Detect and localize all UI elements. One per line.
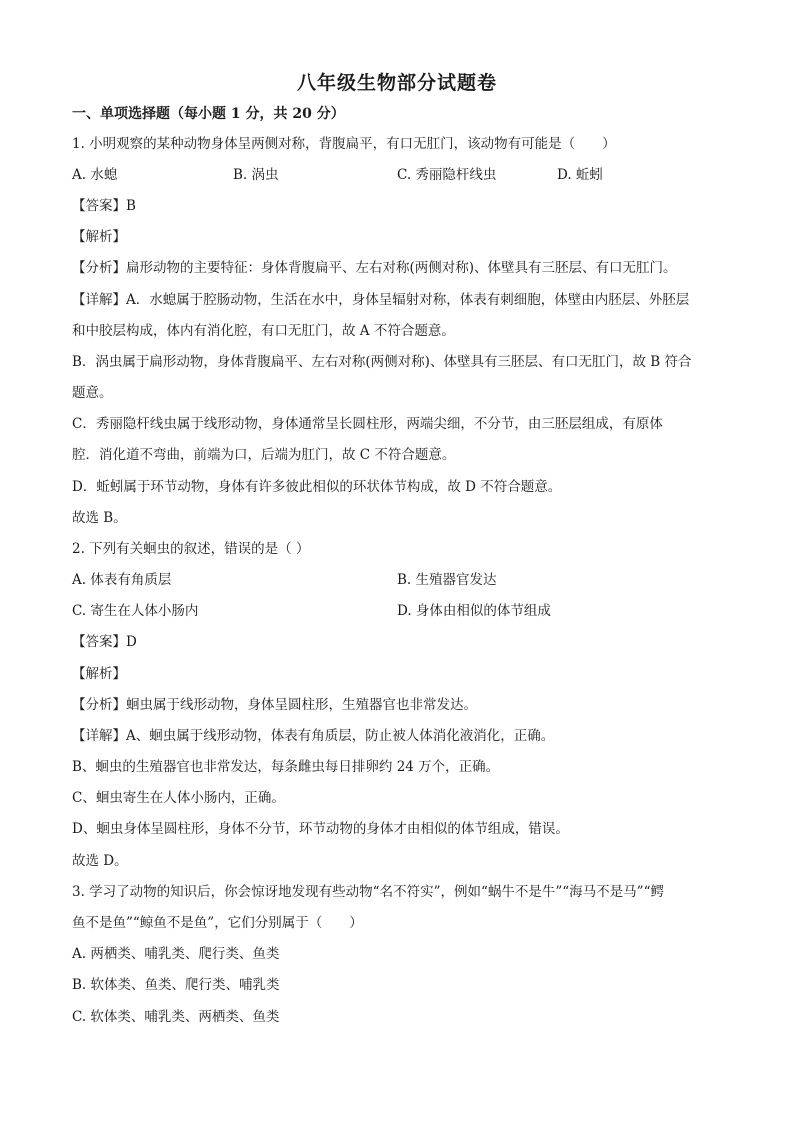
page-title: 八年级生物部分试题卷 — [296, 72, 497, 94]
q1-detail-5: C．秀丽隐杆线虫属于线形动物，身体通常呈长圆柱形，两端尖细，不分节，由三胚层组成，有原体 — [72, 416, 663, 432]
analysis-text: 扁形动物的主要特征：身体背腹扁平、左右对称(两侧对称)、体壁具有三胚层、有口无肛门。 — [126, 260, 677, 276]
question-2-stem: 2. 下列有关蛔虫的叙述，错误的是（ ） — [72, 541, 310, 557]
q1-detail-7: D．蚯蚓属于环节动物，身体有许多彼此相似的环状体节构成，故 D 不符合题意。 — [72, 479, 562, 495]
q1-detail-2: 和中胶层构成，体内有消化腔，有口无肛门，故 A 不符合题意。 — [72, 323, 455, 339]
q1-option-d[interactable]: D. 蚯蚓 — [557, 167, 603, 183]
q2-conclusion: 故选 D。 — [72, 853, 128, 869]
q2-detail-2: B、蛔虫的生殖器官也非常发达，每条雌虫每日排卵约 24 万个，正确。 — [72, 759, 500, 775]
q3-option-c[interactable]: C. 软体类、哺乳类、两栖类、鱼类 — [72, 1009, 280, 1025]
q2-option-b[interactable]: B. 生殖器官发达 — [397, 572, 497, 588]
question-3-stem-1: 3. 学习了动物的知识后，你会惊讶地发现有些动物“名不符实”，例如“蜗牛不是牛”“海马不是马”“鳄 — [72, 884, 664, 900]
answer-value: B — [126, 198, 136, 214]
q3-option-a[interactable]: A. 两栖类、哺乳类、爬行类、鱼类 — [72, 946, 280, 962]
question-3-stem-2: 鱼不是鱼”“鲸鱼不是鱼”，它们分别属于（ ） — [72, 915, 363, 931]
q2-answer — [72, 632, 137, 652]
q2-analysis — [72, 695, 477, 715]
question-1-stem: 1. 小明观察的某种动物身体呈两侧对称，背腹扁平，有口无肛门，该动物有可能是（ ） — [72, 136, 616, 152]
analysis-tag: 【分析】 — [72, 697, 126, 713]
q3-option-b[interactable]: B. 软体类、鱼类、爬行类、哺乳类 — [72, 977, 280, 993]
q2-detail-3: C、蛔虫寄生在人体小肠内，正确。 — [72, 790, 285, 806]
q2-jiexi-tag: 【解析】 — [72, 666, 126, 682]
detail-tag: 【详解】 — [72, 728, 126, 744]
q2-detail-1 — [72, 726, 554, 746]
answer-tag: 【答案】 — [72, 198, 126, 214]
detail-tag: 【详解】 — [72, 292, 126, 308]
analysis-text: 蛔虫属于线形动物，身体呈圆柱形，生殖器官也非常发达。 — [126, 697, 477, 713]
answer-tag: 【答案】 — [72, 634, 126, 650]
q2-option-a[interactable]: A. 体表有角质层 — [72, 572, 172, 588]
q1-option-a[interactable]: A. 水螅 — [72, 167, 118, 183]
detail-text: A、蛔虫属于线形动物，体表有角质层，防止被人体消化液消化，正确。 — [126, 728, 555, 744]
q1-detail-1 — [72, 290, 689, 310]
analysis-tag: 【分析】 — [72, 260, 126, 276]
q1-option-c[interactable]: C. 秀丽隐杆线虫 — [397, 167, 497, 183]
q1-detail-3: B．涡虫属于扁形动物，身体背腹扁平、左右对称(两侧对称)、体壁具有三胚层、有口无肛门，故 B 符合 — [72, 354, 692, 370]
answer-value: D — [126, 634, 137, 650]
q1-jiexi-tag: 【解析】 — [72, 229, 126, 245]
q1-answer — [72, 196, 136, 216]
section-heading: 一、单项选择题（每小题 1 分，共 20 分） — [72, 106, 345, 122]
q2-option-c[interactable]: C. 寄生在人体小肠内 — [72, 603, 199, 619]
q2-option-d[interactable]: D. 身体由相似的体节组成 — [397, 603, 551, 619]
q1-option-b[interactable]: B. 涡虫 — [233, 167, 279, 183]
q1-analysis — [72, 258, 677, 278]
q1-detail-6: 腔．消化道不弯曲，前端为口，后端为肛门，故 C 不符合题意。 — [72, 447, 456, 463]
q1-conclusion: 故选 B。 — [72, 510, 127, 526]
q2-detail-4: D、蛔虫身体呈圆柱形，身体不分节，环节动物的身体才由相似的体节组成，错误。 — [72, 821, 569, 837]
q1-detail-4: 题意。 — [72, 385, 113, 401]
detail-text: A．水螅属于腔肠动物，生活在水中，身体呈辐射对称，体表有刺细胞，体壁由内胚层、外胚层 — [126, 292, 690, 308]
